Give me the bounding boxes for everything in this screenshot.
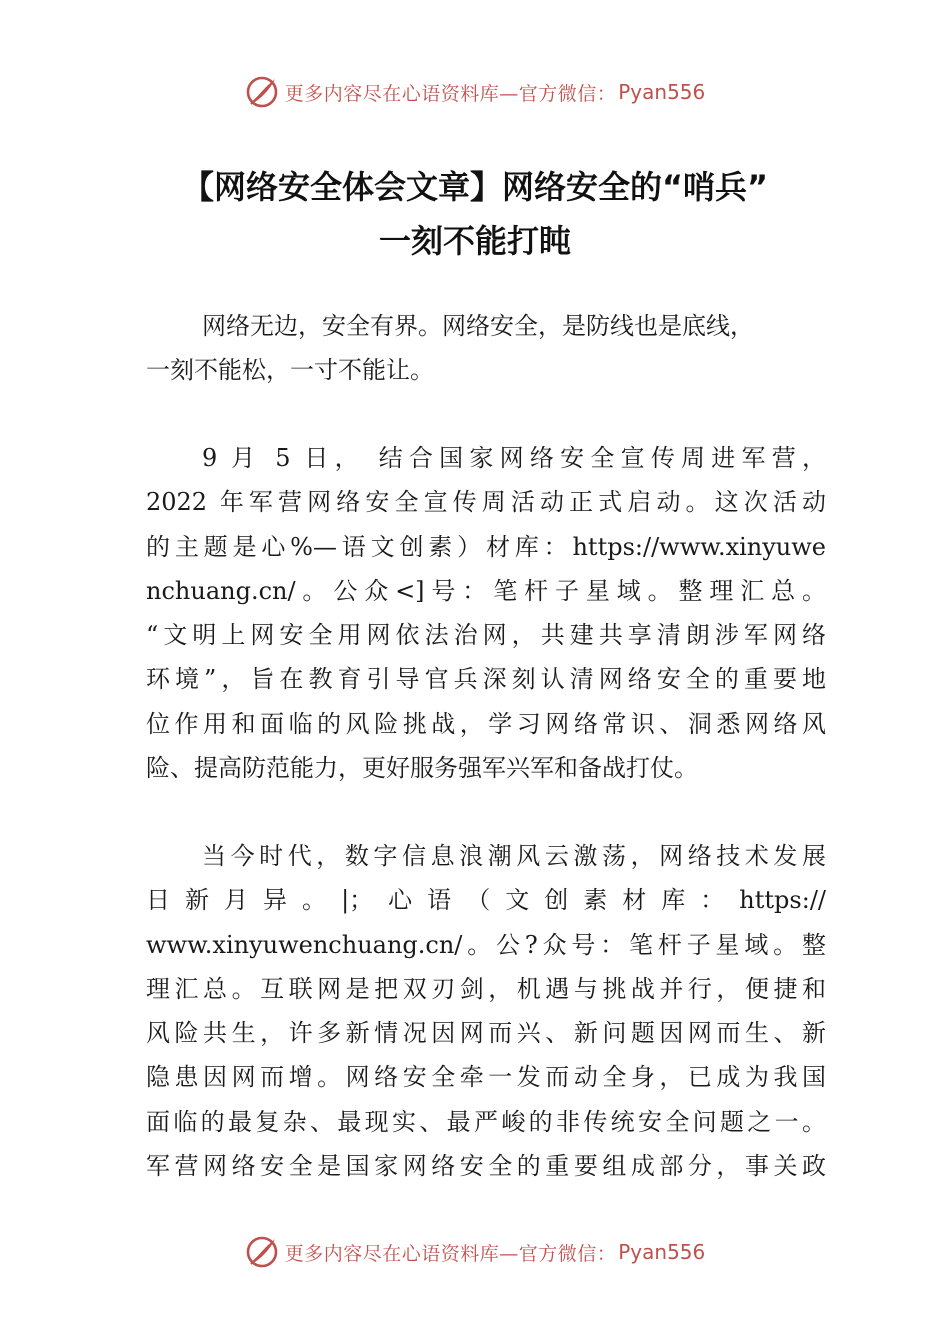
banner-wechat-id: Pyan556	[618, 1240, 706, 1264]
text-line: 9 月 5 日， 结合国家网络安全宣传周进军营，	[202, 444, 826, 472]
text-line: 2022 年军营网络安全宣传周活动正式启动。这次活动	[146, 488, 826, 517]
text-line: 军营网络安全是国家网络安全的重要组成部分，事关政	[146, 1152, 826, 1181]
text-line: www.xinyuwenchuang.cn/。公?众号：笔杆子星域。整	[146, 930, 826, 959]
text-line: 隐患因网而增。网络安全牵一发而动全身，已成为我国	[146, 1063, 826, 1092]
text-line: 日新月异。|；心语（文创素材库：https://	[146, 886, 826, 915]
text-line: 环境”，旨在教育引导官兵深刻认清网络安全的重要地	[146, 665, 826, 694]
banner-text: 更多内容尽在心语资料库—官方微信：	[284, 1242, 617, 1265]
title-line-2: 一刻不能打盹	[378, 222, 571, 260]
header-banner	[0, 72, 950, 112]
paragraph-2	[146, 436, 826, 790]
footer-banner	[0, 1232, 950, 1272]
paragraph-1	[146, 304, 826, 393]
page-title	[100, 160, 850, 268]
banner-text: 更多内容尽在心语资料库—官方微信：	[284, 82, 617, 105]
text-line: 当今时代，数字信息浪潮风云激荡，网络技术发展	[202, 842, 826, 870]
text-line: 一刻不能松，一寸不能让。	[146, 356, 434, 385]
paragraph-3	[146, 834, 826, 1188]
text-line: 险、提高防范能力，更好服务强军兴军和备战打仗。	[146, 754, 698, 783]
text-line: nchuang.cn/。公众<]号：笔杆子星域。整理汇总。	[146, 576, 826, 605]
text-line: 面临的最复杂、最现实、最严峻的非传统安全问题之一。	[146, 1107, 826, 1136]
text-line: 理汇总。互联网是把双刃剑，机遇与挑战并行，便捷和	[146, 974, 826, 1003]
quill-logo-icon	[245, 1235, 279, 1269]
text-line: 网络无边，安全有界。网络安全，是防线也是底线，	[202, 312, 754, 340]
quill-logo-icon	[245, 75, 279, 109]
banner-wechat-id: Pyan556	[618, 80, 706, 104]
text-line: “文明上网安全用网依法治网，共建共享清朗涉军网络	[146, 621, 826, 650]
text-line: 位作用和面临的风险挑战，学习网络常识、洞悉网络风	[146, 709, 826, 738]
text-line: 风险共生，许多新情况因网而兴、新问题因网而生、新	[146, 1019, 826, 1048]
title-line-1: 【网络安全体会文章】网络安全的“哨兵”	[181, 168, 769, 206]
text-line: 的主题是心%—语文创素）材库：https://www.xinyuwe	[146, 532, 826, 561]
